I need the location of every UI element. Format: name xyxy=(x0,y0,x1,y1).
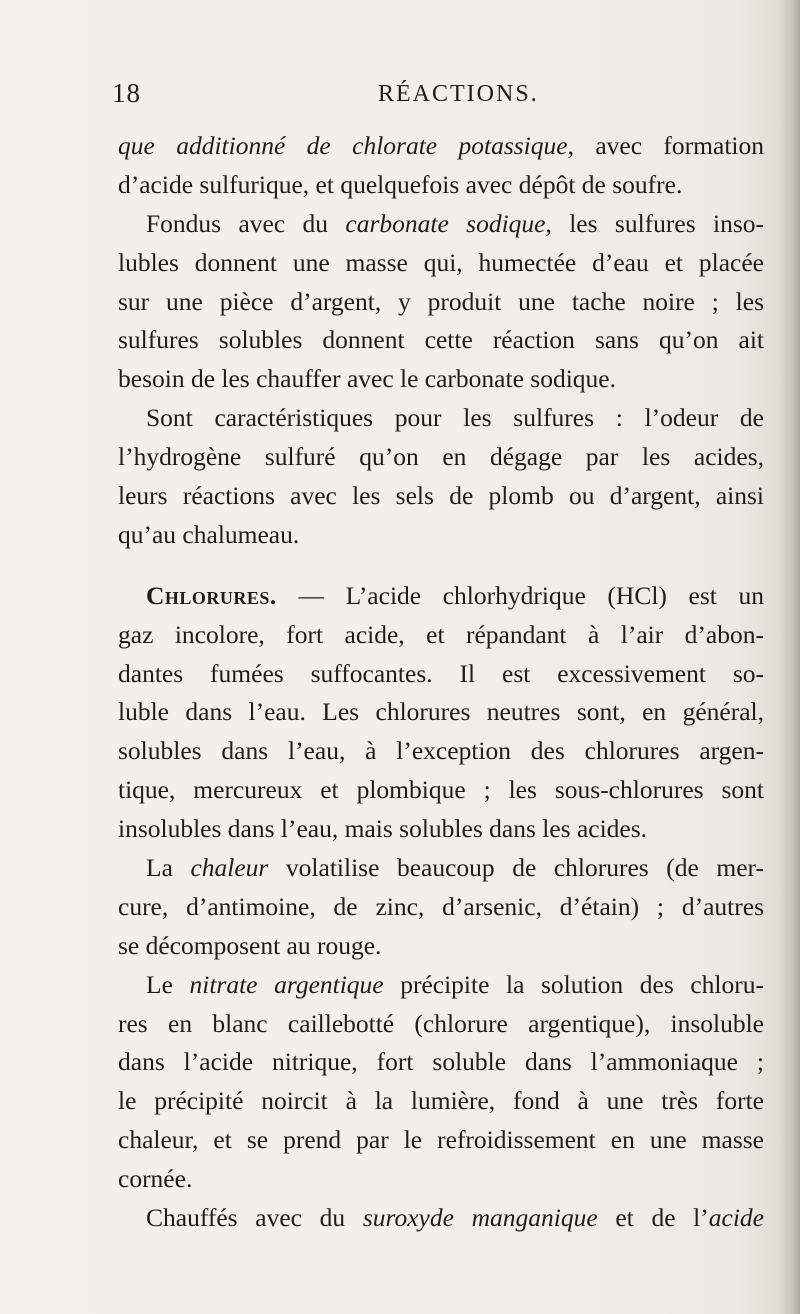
text-line: luble dans l’eau. Les chlorures neutres sont, en général, xyxy=(118,697,764,727)
text-fragment: , avec formation xyxy=(567,131,764,160)
text-line: cure, d’antimoine, de zinc, d’arsenic, d’étain) ; d’autres xyxy=(118,891,764,921)
text-line xyxy=(118,577,764,616)
text-line: dans l’acide nitrique, fort soluble dans l’ammoniaque ; xyxy=(118,1047,764,1077)
italic-term: chaleur xyxy=(190,853,269,883)
section-spacer xyxy=(118,555,764,577)
text-line: dantes fumées suffocantes. Il est excessivement so- xyxy=(118,658,764,688)
text-fragment: Fondus avec du xyxy=(146,208,346,238)
italic-term: que additionné de chlorate potassique xyxy=(118,131,568,160)
text-line: sur une pièce d’argent, y produit une tache noire ; les xyxy=(118,286,764,316)
text-line: le précipité noircit à la lumière, fond à une très forte xyxy=(118,1086,764,1116)
text-line: leurs réactions avec les sels de plomb ou d’argent, ainsi xyxy=(118,481,764,511)
italic-term: nitrate argentique xyxy=(189,969,384,999)
running-head: RÉACTIONS. xyxy=(378,81,539,107)
text-fragment: et de l’ xyxy=(597,1203,709,1233)
section-heading: Chlorures. xyxy=(146,580,277,610)
text-line: se décomposent au rouge. xyxy=(118,930,382,960)
text-fragment: La xyxy=(146,853,191,883)
text-line: besoin de les chauffer avec le carbonate sodique. xyxy=(118,364,616,394)
italic-term: carbonate sodique xyxy=(345,208,546,238)
text-line: tique, mercureux et plombique ; les sous-chlorures sont xyxy=(118,775,764,805)
body-text xyxy=(118,127,764,1238)
text-line: sulfures solubles donnent cette réaction sans qu’on ait xyxy=(118,325,764,355)
text-fragment: Le xyxy=(146,969,190,999)
text-fragment: — L’acide chlorhydrique (HCl) est un xyxy=(276,580,764,610)
text-line: Sont caractéristiques pour les sulfures : l’odeur de xyxy=(146,403,764,433)
text-line: lubles donnent une masse qui, humectée d’eau et placée xyxy=(118,247,764,277)
text-line xyxy=(118,1199,764,1238)
text-fragment: volatilise beaucoup de chlorures (de mer- xyxy=(268,853,764,883)
italic-term: acide xyxy=(708,1203,764,1233)
text-line xyxy=(118,966,764,1005)
text-line xyxy=(118,849,764,888)
text-line: res en blanc caillebotté (chlorure argentique), insoluble xyxy=(118,1008,764,1038)
text-line: cornée. xyxy=(118,1164,193,1194)
text-line xyxy=(118,127,764,166)
page-edge-shadow xyxy=(778,0,800,1314)
text-line: solubles dans l’eau, à l’exception des chlorures argen- xyxy=(118,736,764,766)
text-line: insolubles dans l’eau, mais solubles dans les acides. xyxy=(118,814,648,844)
text-line: d’acide sulfurique, et quelquefois avec dépôt de soufre. xyxy=(118,169,683,199)
text-line: qu’au chalumeau. xyxy=(118,519,300,549)
text-line: l’hydrogène sulfuré qu’on en dégage par les acides, xyxy=(118,442,764,472)
text-fragment: précipite la solution des chloru- xyxy=(383,969,764,999)
text-fragment: Chauffés avec du xyxy=(146,1203,363,1233)
page-header xyxy=(112,78,752,118)
text-fragment: , les sulfures inso- xyxy=(545,208,764,238)
italic-term: suroxyde manganique xyxy=(362,1203,598,1233)
page-number: 18 xyxy=(112,78,141,108)
text-line: chaleur, et se prend par le refroidissement en une masse xyxy=(118,1125,764,1155)
text-line: gaz incolore, fort acide, et répandant à l’air d’abon- xyxy=(118,619,764,649)
text-line xyxy=(118,205,764,244)
